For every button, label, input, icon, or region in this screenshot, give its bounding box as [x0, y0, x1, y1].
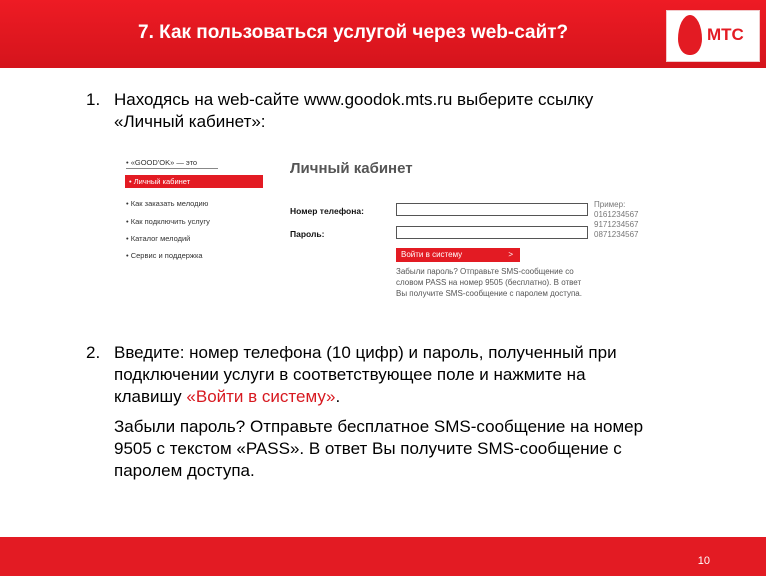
step-2-line-2: подключении услуги в соответствующее поле и нажмите на: [114, 365, 586, 384]
mts-egg-icon: [678, 15, 702, 55]
step-2-line-1: Введите: номер телефона (10 цифр) и пароль, полученный при: [114, 343, 617, 362]
cabinet-title: Личный кабинет: [290, 160, 413, 177]
login-button[interactable]: Войти в систему >: [396, 248, 520, 262]
website-screenshot: [120, 144, 639, 304]
menu-divider: [126, 168, 218, 169]
footer-bar: [0, 537, 766, 576]
mts-logo: [666, 10, 760, 62]
step-2-number: 2.: [86, 343, 101, 362]
phone-input[interactable]: [396, 203, 588, 216]
step-2: [86, 342, 726, 410]
arrow-right-icon: >: [508, 250, 513, 259]
menu-item-catalog[interactable]: • Каталог мелодий: [126, 234, 191, 243]
login-highlight: «Войти в систему»: [186, 387, 336, 406]
password-input[interactable]: [396, 226, 588, 239]
phone-label: Номер телефона:: [290, 206, 364, 216]
page-number: 10: [697, 555, 710, 567]
slide-title: 7. Как пользоваться услугой через web-сайт?: [138, 22, 569, 43]
note-line-3: паролем доступа.: [114, 461, 255, 480]
help-line-1: Забыли пароль? Отправьте SMS-сообщение со: [396, 267, 574, 276]
help-line-3: Вы получите SMS-сообщение с паролем доступа.: [396, 289, 582, 298]
forgot-password-note: [114, 416, 714, 486]
step-1-line-2: «Личный кабинет»:: [114, 112, 266, 131]
step-2-line-3: клавишу «Войти в систему».: [114, 387, 341, 406]
step-1: [86, 89, 706, 135]
note-line-2: 9505 с текстом «PASS». В ответ Вы получите SMS-сообщение с: [114, 439, 622, 458]
step-1-line-1: Находясь на web-сайте www.goodok.mts.ru выберите ссылку: [114, 90, 594, 109]
step-1-number: 1.: [86, 90, 101, 109]
help-line-2: словом PASS на номер 9505 (бесплатно). В ответ: [396, 278, 582, 287]
password-label: Пароль:: [290, 229, 325, 239]
menu-item-support[interactable]: • Сервис и поддержка: [126, 251, 203, 260]
menu-item-order[interactable]: • Как заказать мелодию: [126, 199, 209, 208]
header-bar: [0, 0, 766, 68]
note-line-1: Забыли пароль? Отправьте бесплатное SMS-сообщение на номер: [114, 417, 644, 436]
menu-item-about[interactable]: • «GOOD'OK» — это: [126, 158, 198, 167]
phone-example-hint: Пример: 0161234567 9171234567 0871234567: [594, 200, 639, 239]
logo-text: МТС: [707, 25, 744, 44]
menu-item-cabinet[interactable]: • Личный кабинет: [125, 175, 263, 188]
menu-item-connect[interactable]: • Как подключить услугу: [126, 217, 210, 226]
